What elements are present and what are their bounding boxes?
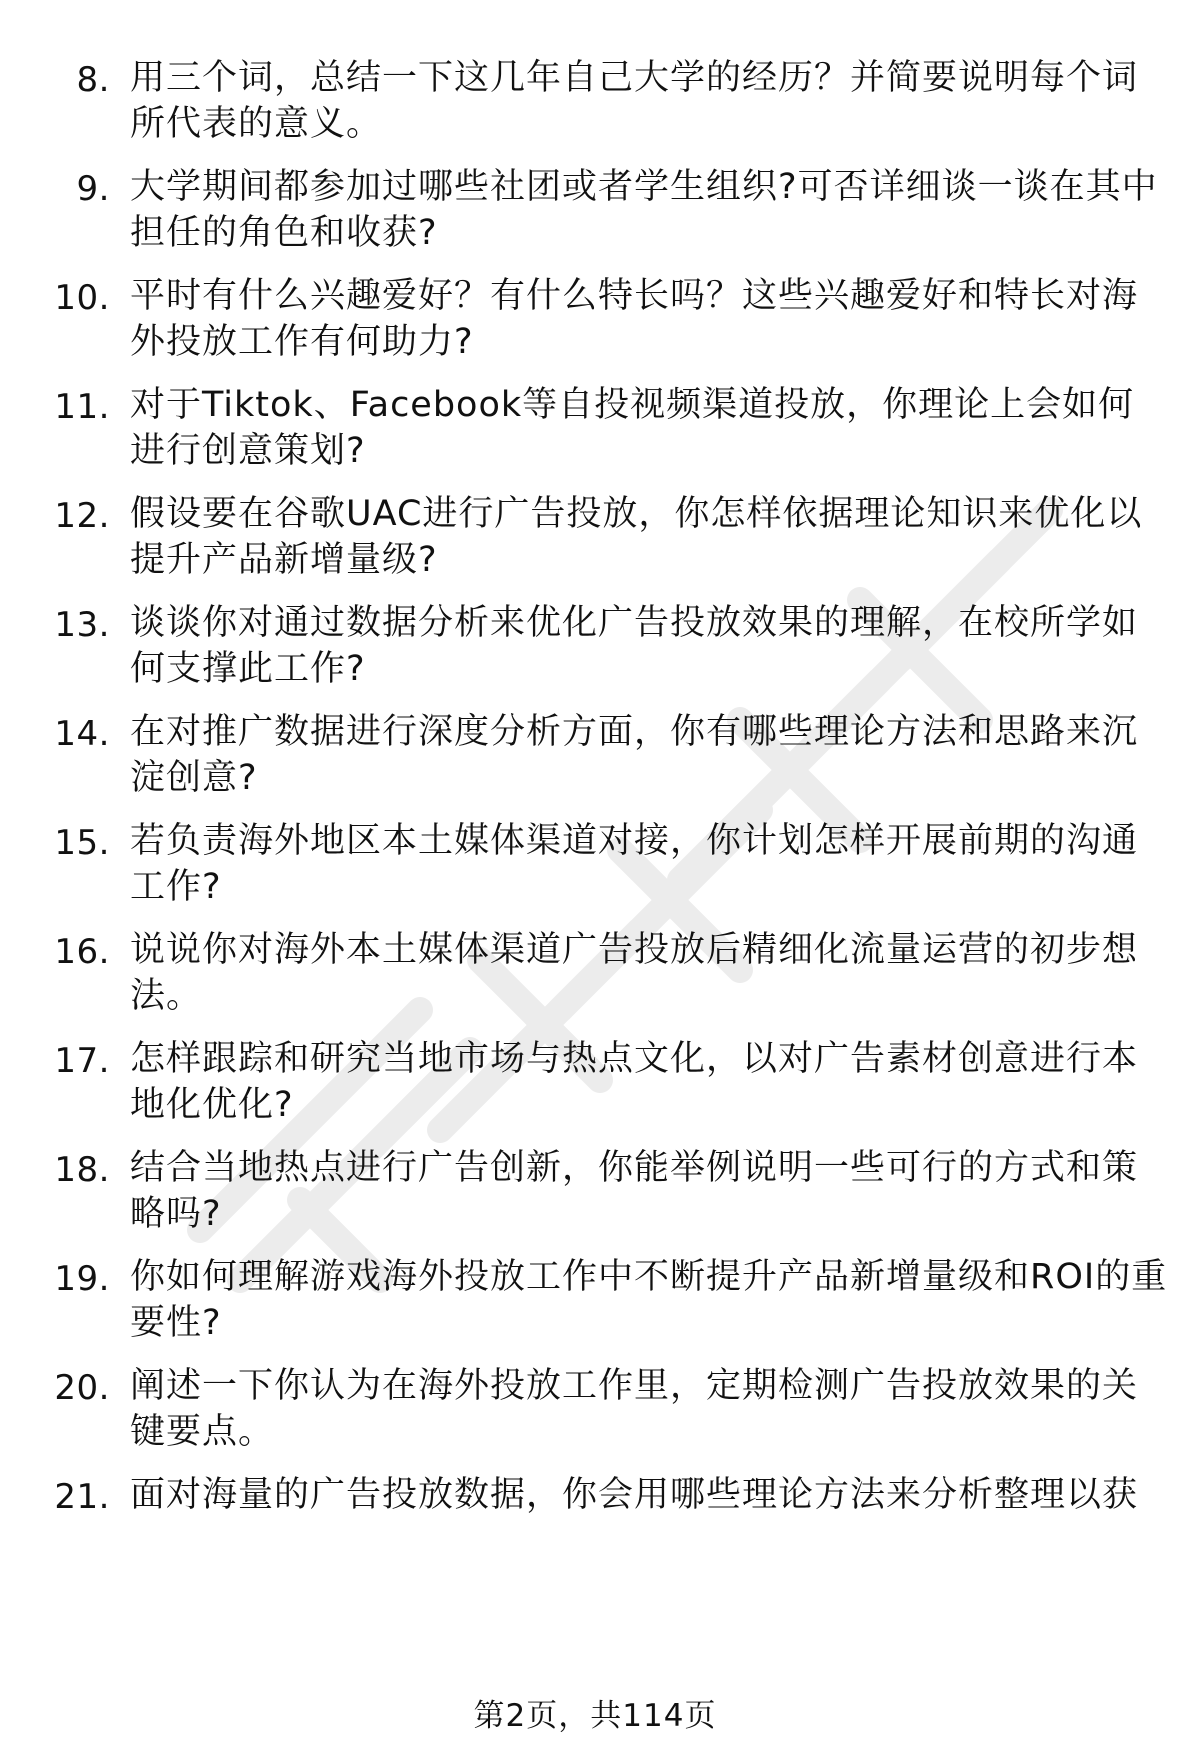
question-text: 若负责海外地区本土媒体渠道对接，你计划怎样开展前期的沟通工作? — [130, 821, 1139, 907]
question-number: 17. — [54, 1041, 110, 1081]
question-text: 面对海量的广告投放数据，你会用哪些理论方法来分析整理以获 — [130, 1475, 1139, 1515]
question-number: 14. — [54, 714, 110, 754]
list-item — [0, 927, 1190, 1027]
question-text: 你如何理解游戏海外投放工作中不断提升产品新增量级和ROI的重要性? — [130, 1257, 1168, 1343]
page-footer: 第2页，共114页 — [473, 1698, 717, 1734]
question-number: 16. — [54, 932, 110, 972]
question-text: 阐述一下你认为在海外投放工作里，定期检测广告投放效果的关键要点。 — [130, 1366, 1139, 1452]
question-text: 结合当地热点进行广告创新，你能举例说明一些可行的方式和策略吗? — [130, 1148, 1139, 1234]
question-text: 说说你对海外本土媒体渠道广告投放后精细化流量运营的初步想法。 — [130, 930, 1139, 1016]
question-text: 在对推广数据进行深度分析方面，你有哪些理论方法和思路来沉淀创意? — [130, 712, 1139, 798]
question-number: 19. — [54, 1259, 110, 1299]
question-text: 对于Tiktok、Facebook等自投视频渠道投放，你理论上会如何进行创意策划? — [130, 385, 1135, 471]
question-number: 21. — [54, 1477, 110, 1517]
question-text: 平时有什么兴趣爱好？有什么特长吗？这些兴趣爱好和特长对海外投放工作有何助力? — [130, 276, 1139, 362]
list-item — [0, 55, 1190, 155]
list-item — [0, 164, 1190, 264]
list-item — [0, 382, 1190, 482]
list-item — [0, 491, 1190, 591]
question-text: 谈谈你对通过数据分析来优化广告投放效果的理解，在校所学如何支撑此工作? — [130, 603, 1139, 689]
list-item — [0, 1472, 1190, 1522]
question-number: 18. — [54, 1150, 110, 1190]
list-item — [0, 600, 1190, 700]
question-text: 假设要在谷歌UAC进行广告投放，你怎样依据理论知识来优化以提升产品新增量级? — [130, 494, 1143, 580]
question-number: 10. — [54, 278, 110, 318]
question-text: 大学期间都参加过哪些社团或者学生组织?可否详细谈一谈在其中担任的角色和收获? — [130, 167, 1158, 253]
question-number: 15. — [54, 823, 110, 863]
list-item — [0, 1254, 1190, 1354]
question-text: 怎样跟踪和研究当地市场与热点文化，以对广告素材创意进行本地化优化? — [130, 1039, 1139, 1125]
question-text: 用三个词，总结一下这几年自己大学的经历？并简要说明每个词所代表的意义。 — [130, 58, 1139, 144]
question-number: 11. — [54, 387, 110, 427]
list-item — [0, 818, 1190, 918]
question-number: 12. — [54, 496, 110, 536]
list-item — [0, 1363, 1190, 1463]
question-number: 13. — [54, 605, 110, 645]
list-item — [0, 1145, 1190, 1245]
question-number: 8. — [76, 60, 110, 100]
question-number: 9. — [76, 169, 110, 209]
list-item — [0, 273, 1190, 373]
list-item — [0, 709, 1190, 809]
question-number: 20. — [54, 1368, 110, 1408]
list-item — [0, 1036, 1190, 1136]
